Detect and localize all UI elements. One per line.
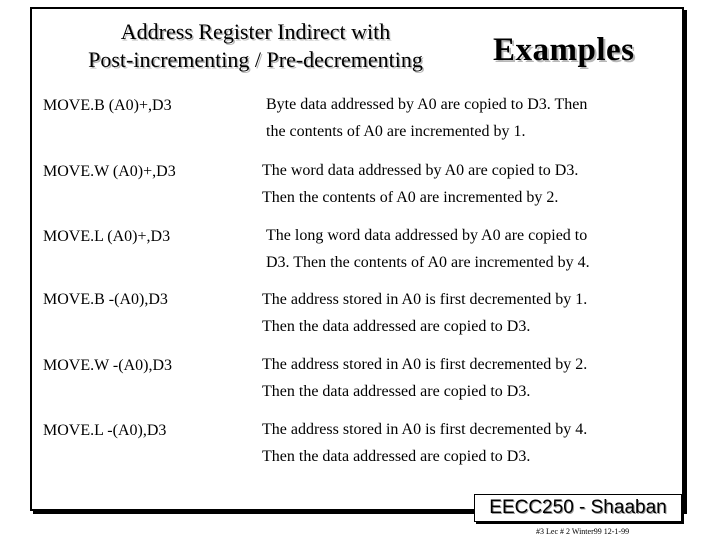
slide-title	[58, 18, 453, 74]
course-badge: EECC250 - Shaaban	[474, 494, 682, 522]
description-line: The address stored in A0 is first decremented by 2.	[262, 356, 588, 373]
description-line: the contents of A0 are incremented by 1.	[266, 123, 526, 140]
description-move-b-predec	[262, 286, 587, 340]
instruction-move-w-postinc: MOVE.W (A0)+,D3	[43, 163, 176, 180]
description-line: Byte data addressed by A0 are copied to D3. Then	[266, 96, 588, 113]
slide-title-line-1: Address Register Indirect with	[120, 19, 391, 44]
instruction-move-b-postinc: MOVE.B (A0)+,D3	[43, 97, 172, 114]
instruction-move-b-predec: MOVE.B -(A0),D3	[43, 291, 168, 308]
description-line: The word data addressed by A0 are copied to D3.	[262, 162, 579, 179]
description-line: The address stored in A0 is first decremented by 1.	[262, 291, 588, 308]
description-line: Then the data addressed are copied to D3.	[262, 448, 531, 465]
description-move-w-predec	[262, 351, 587, 405]
description-line: Then the contents of A0 are incremented by 2.	[262, 189, 559, 206]
description-move-l-predec	[262, 416, 587, 470]
description-line: Then the data addressed are copied to D3.	[262, 383, 531, 400]
instruction-move-l-postinc: MOVE.L (A0)+,D3	[43, 228, 171, 245]
description-line: The long word data addressed by A0 are copied to	[266, 227, 588, 244]
slide-footer: #3 Lec # 2 Winter99 12-1-99	[536, 527, 630, 536]
slide-heading-examples: Examples	[493, 32, 635, 68]
description-move-l-postinc	[266, 222, 590, 276]
description-line: The address stored in A0 is first decremented by 4.	[262, 421, 588, 438]
instruction-move-w-predec: MOVE.W -(A0),D3	[43, 357, 173, 374]
description-move-w-postinc	[262, 157, 578, 211]
description-line: Then the data addressed are copied to D3.	[262, 318, 531, 335]
instruction-move-l-predec: MOVE.L -(A0),D3	[43, 422, 167, 439]
description-line: D3. Then the contents of A0 are incremented by 4.	[266, 254, 590, 271]
description-move-b-postinc	[266, 91, 587, 145]
slide-title-line-2: Post-incrementing / Pre-decrementing	[88, 47, 423, 72]
